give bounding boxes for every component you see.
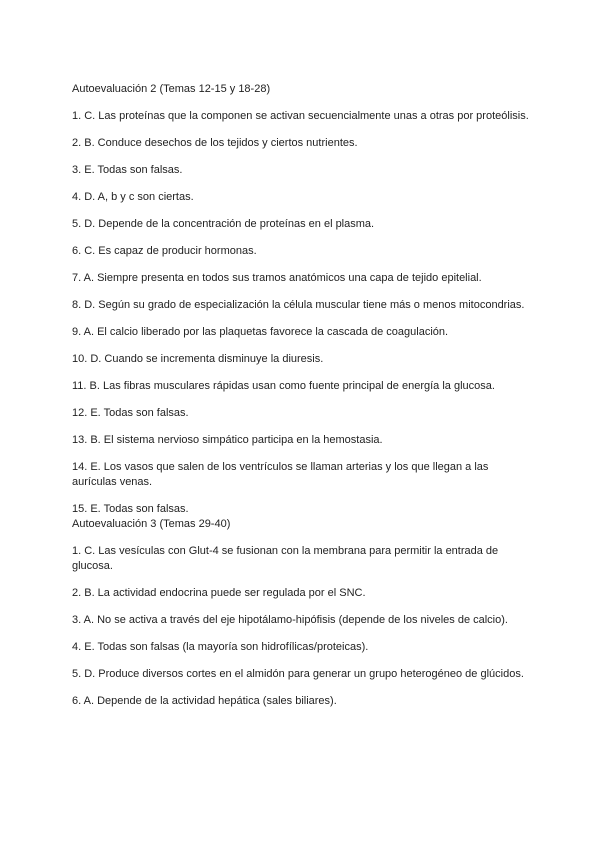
answer-item: 11. B. Las fibras musculares rápidas usan como fuente principal de energía la glucosa.: [72, 380, 495, 392]
answer-item: 1. C. Las proteínas que la componen se activan secuencialmente unas a otras por proteólisis.: [72, 110, 529, 122]
answer-item: 5. D. Produce diversos cortes en el almidón para generar un grupo heterogéneo de glúcidos.: [72, 668, 524, 680]
section-heading: Autoevaluación 2 (Temas 12-15 y 18-28): [72, 83, 271, 95]
answer-item: 12. E. Todas son falsas.: [72, 407, 189, 419]
answer-item: 7. A. Siempre presenta en todos sus tramos anatómicos una capa de tejido epitelial.: [72, 272, 482, 284]
answer-item: 15. E. Todas son falsas.: [72, 503, 189, 515]
answer-item: 6. C. Es capaz de producir hormonas.: [72, 245, 257, 257]
answer-item: 4. D. A, b y c son ciertas.: [72, 191, 194, 203]
answer-item: 13. B. El sistema nervioso simpático participa en la hemostasia.: [72, 434, 383, 446]
answer-item: 2. B. Conduce desechos de los tejidos y ciertos nutrientes.: [72, 137, 358, 149]
section-heading: Autoevaluación 3 (Temas 29-40): [72, 518, 231, 530]
section-autoevaluacion-2: [72, 82, 530, 517]
answer-item: 4. E. Todas son falsas (la mayoría son hidrofílicas/proteicas).: [72, 641, 369, 653]
answer-item: 14. E. Los vasos que salen de los ventrículos se llaman arterias y los que llegan a las aurículas venas.: [72, 461, 489, 488]
answer-item: 2. B. La actividad endocrina puede ser regulada por el SNC.: [72, 587, 366, 599]
answer-item: 1. C. Las vesículas con Glut-4 se fusionan con la membrana para permitir la entrada de glucosa.: [72, 545, 499, 572]
answer-item: 3. A. No se activa a través del eje hipotálamo-hipófisis (depende de los niveles de calcio).: [72, 614, 508, 626]
answer-item: 3. E. Todas son falsas.: [72, 164, 183, 176]
answer-item: 9. A. El calcio liberado por las plaquetas favorece la cascada de coagulación.: [72, 326, 449, 338]
answer-item: 8. D. Según su grado de especialización la célula muscular tiene más o menos mitocondrias.: [72, 299, 525, 311]
answer-item: 6. A. Depende de la actividad hepática (sales biliares).: [72, 695, 337, 707]
section-autoevaluacion-3: [72, 517, 530, 709]
answer-item: 5. D. Depende de la concentración de proteínas en el plasma.: [72, 218, 375, 230]
answer-item: 10. D. Cuando se incrementa disminuye la diuresis.: [72, 353, 324, 365]
